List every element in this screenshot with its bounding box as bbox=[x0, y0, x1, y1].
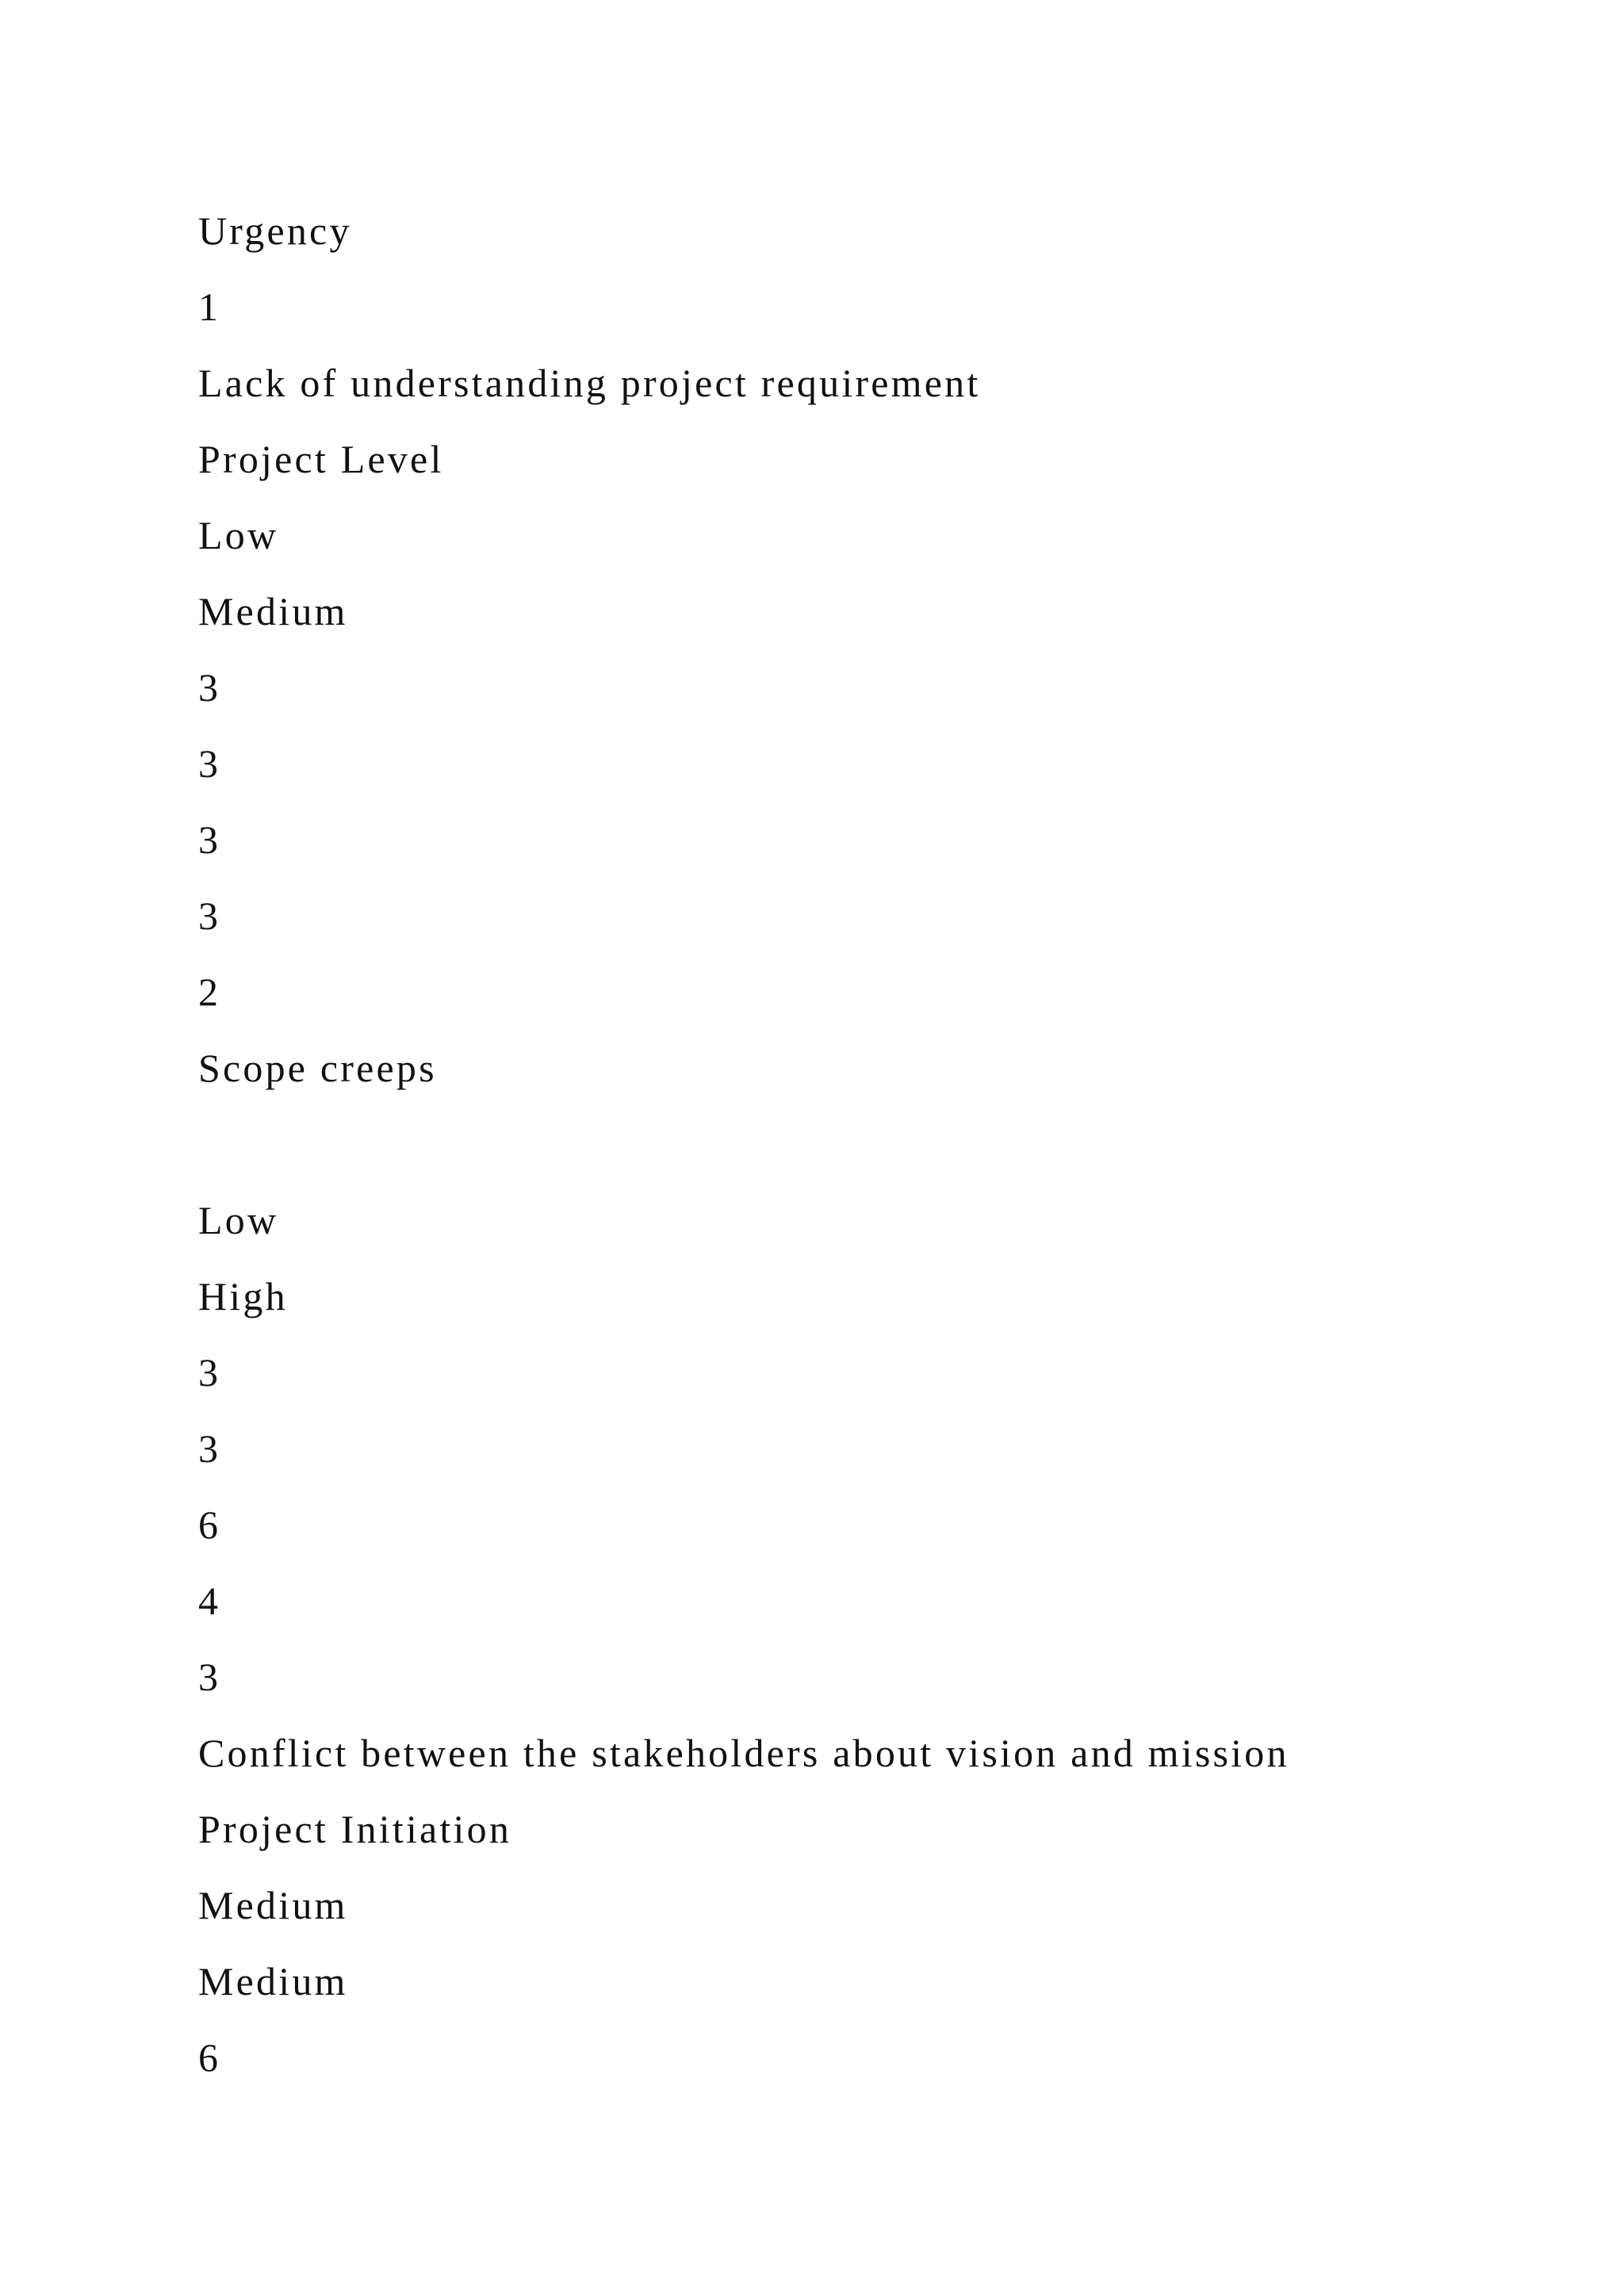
text-line: 4 bbox=[198, 1578, 221, 1623]
blank-line bbox=[198, 1106, 1289, 1182]
text-line: 3 bbox=[198, 1655, 221, 1699]
text-line: 3 bbox=[198, 894, 221, 938]
text-line: Scope creeps bbox=[198, 1046, 437, 1090]
text-line: 1 bbox=[198, 285, 221, 329]
text-line: Conflict between the stakeholders about vision and mission bbox=[198, 1731, 1289, 1775]
text-line: Medium bbox=[198, 1883, 348, 1927]
text-line: Medium bbox=[198, 589, 348, 633]
text-line: Urgency bbox=[198, 209, 352, 253]
text-line: Lack of understanding project requirement bbox=[198, 361, 981, 405]
text-line: Medium bbox=[198, 1959, 348, 2003]
text-line: 3 bbox=[198, 741, 221, 786]
text-line: 6 bbox=[198, 2035, 221, 2080]
text-line: 3 bbox=[198, 665, 221, 710]
text-line: Project Level bbox=[198, 437, 444, 481]
text-line: 3 bbox=[198, 1350, 221, 1395]
text-line: Low bbox=[198, 1198, 279, 1242]
text-line: 3 bbox=[198, 817, 221, 862]
text-line: 2 bbox=[198, 970, 221, 1014]
text-line: 3 bbox=[198, 1426, 221, 1471]
text-line: High bbox=[198, 1274, 288, 1318]
text-line: Project Initiation bbox=[198, 1807, 512, 1851]
text-line: 6 bbox=[198, 1502, 221, 1547]
document-text-lines bbox=[198, 193, 1289, 2095]
text-line: Low bbox=[198, 513, 279, 557]
